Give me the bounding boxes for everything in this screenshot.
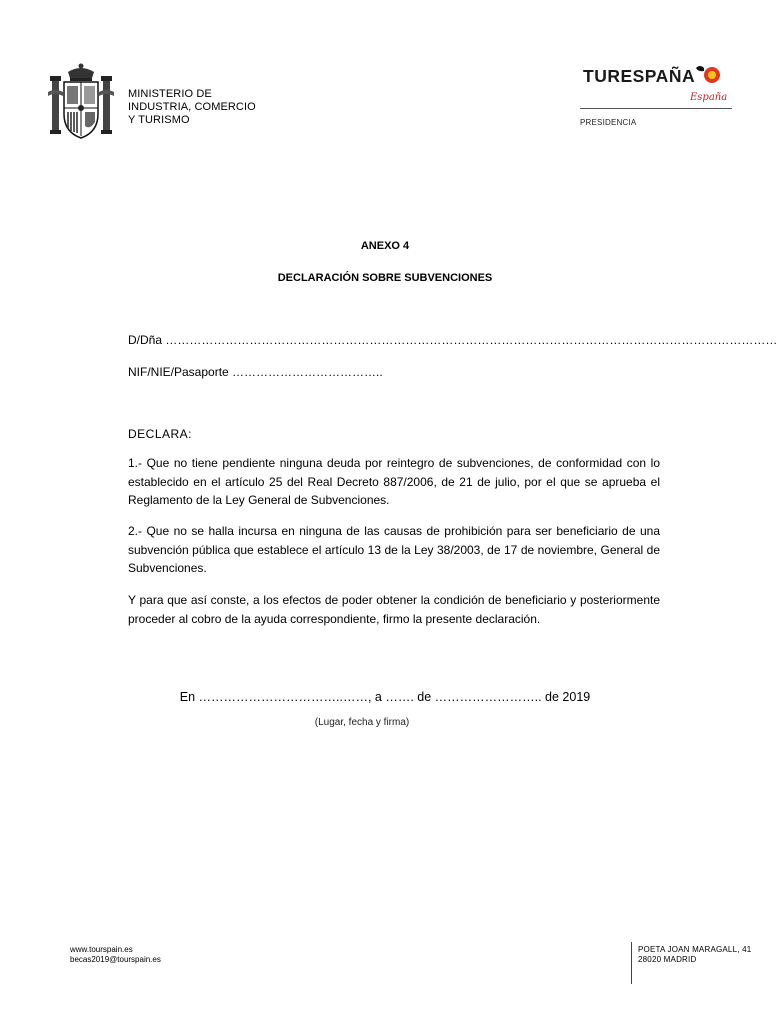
paragraph-1: 1.- Que no tiene pendiente ninguna deuda por reintegro de subvenciones, de conformidad con lo establecido en el artículo 25 del Real Decreto 887/2006, de 21 de julio, por el que se aprueba el Reglamento de la Ley General de Subvenciones. — [128, 456, 660, 507]
footer-address — [638, 945, 751, 965]
footer-email: becas2019@tourspain.es — [70, 955, 161, 964]
paragraph-2: 2.- Que no se halla incursa en ninguna de las causas de prohibición para ser beneficiario de una subvención pública que establece el artículo 13 de la Ley 38/2003, de 17 de noviembre, General de Subvenciones. — [128, 524, 660, 575]
signature-caption: (Lugar, fecha y firma) — [314, 717, 410, 728]
ministry-line-2: INDUSTRIA, COMERCIO — [128, 101, 256, 113]
annex-title: ANEXO 4 — [360, 240, 410, 252]
footer-address-line-2: 28020 MADRID — [638, 955, 697, 964]
declaration-title: DECLARACIÓN SOBRE SUBVENCIONES — [277, 272, 493, 284]
paragraph-3: Y para que así conste, a los efectos de poder obtener la condición de beneficiario y posteriormente proceder al cobro de la ayuda correspondiente, firmo la presente declaración. — [128, 593, 660, 626]
espana-logo-icon — [690, 62, 736, 106]
footer-contact — [70, 945, 161, 965]
turespana-brand — [580, 62, 732, 112]
footer-divider — [631, 942, 632, 984]
coat-of-arms-icon — [48, 62, 114, 142]
logo-wordmark: España — [690, 92, 728, 103]
id-field: NIF/NIE/Pasaporte ……………………………….. — [128, 365, 383, 379]
ministry-line-1: MINISTERIO DE — [128, 88, 212, 100]
brand-divider — [580, 108, 732, 109]
ministry-name — [128, 88, 256, 127]
ministry-line-3: Y TURISMO — [128, 114, 190, 126]
presidencia-label: PRESIDENCIA — [580, 118, 637, 127]
brand-name: TURESPAÑA — [583, 66, 696, 86]
footer-website: www.tourspain.es — [70, 945, 133, 954]
name-field: D/Dña ……………………………………………………………………………………………………………………………………… — [128, 333, 777, 347]
declara-heading: DECLARA: — [128, 427, 193, 441]
place-date-line: En ……………………………..……, a ……. de …………………….. de 2019 — [179, 690, 591, 704]
footer-address-line-1: POETA JOAN MARAGALL, 41 — [638, 945, 752, 954]
